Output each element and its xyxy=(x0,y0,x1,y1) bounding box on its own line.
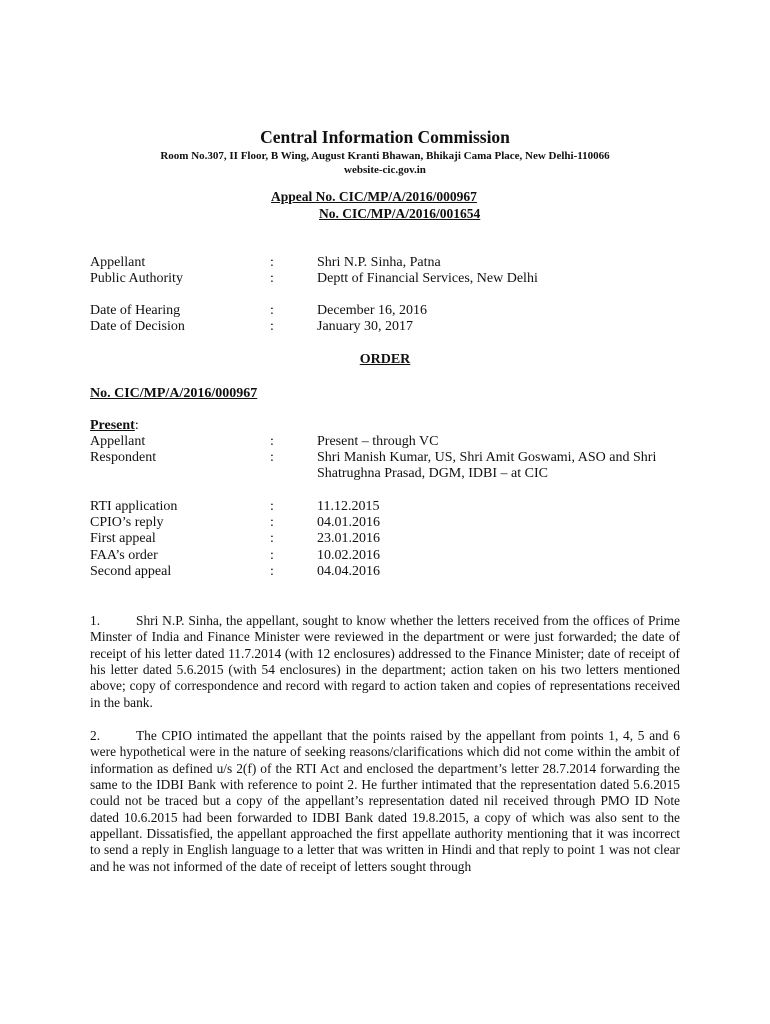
paragraph-1 xyxy=(90,613,680,711)
commission-address: Room No.307, II Floor, B Wing, August Kranti Bhawan, Bhikaji Cama Place, New Delhi-110066 xyxy=(160,150,610,162)
timeline-date: 23.01.2016 xyxy=(317,531,380,546)
separator: : xyxy=(270,564,274,579)
separator: : xyxy=(270,319,274,334)
date-value: December 16, 2016 xyxy=(317,303,428,318)
timeline-label: Second appeal xyxy=(90,564,172,579)
timeline-label: RTI application xyxy=(90,499,178,514)
commission-website: website-cic.gov.in xyxy=(344,164,426,176)
party-label: Appellant xyxy=(90,255,146,270)
party-value: Shri N.P. Sinha, Patna xyxy=(317,255,441,270)
timeline-date: 04.04.2016 xyxy=(317,564,380,579)
present-value: Shri Manish Kumar, US, Shri Amit Goswami, ASO and Shri Shatrughna Prasad, DGM, IDBI – at CIC xyxy=(317,450,657,482)
present-heading xyxy=(90,418,139,434)
separator: : xyxy=(270,450,274,465)
timeline-date: 10.02.2016 xyxy=(317,548,380,563)
present-suffix: : xyxy=(134,418,139,433)
paragraph-number: 1. xyxy=(90,613,101,628)
separator: : xyxy=(270,434,274,449)
date-label: Date of Decision xyxy=(90,319,185,334)
separator: : xyxy=(270,303,274,318)
separator: : xyxy=(270,515,274,530)
paragraph-2 xyxy=(90,728,680,875)
case-number: No. CIC/MP/A/2016/000967 xyxy=(90,386,258,401)
separator: : xyxy=(270,499,274,514)
present-label: Respondent xyxy=(90,450,157,465)
separator: : xyxy=(270,255,274,270)
timeline-date: 11.12.2015 xyxy=(317,499,380,514)
separator: : xyxy=(270,271,274,286)
present-label: Appellant xyxy=(90,434,146,449)
date-label: Date of Hearing xyxy=(90,303,181,318)
timeline-label: CPIO’s reply xyxy=(90,515,164,530)
present-value: Present – through VC xyxy=(317,434,439,449)
appeal-number-second: No. CIC/MP/A/2016/001654 xyxy=(319,206,481,221)
timeline-label: FAA’s order xyxy=(90,548,158,563)
paragraph-text: The CPIO intimated the appellant that the points raised by the appellant from points 1, 4, 5 and 6 were hypothetical were in the nature of seeking reasons/clarifications which did not come within the ambit of information as defined u/s 2(f) of the RTI Act and enclosed the department’s letter 28.7.2014 forwarding the same to the IDBI Bank with reference to point 2. He further intimated that the representation dated 5.6.2015 could not be traced but a copy of the appellant’s representation dated nil received through PMO ID Note dated 10.6.2015 had been forwarded to IDBI Bank dated 19.8.2015, a copy of which was also sent to the appellant. Dissatisfied, the appellant approached the first appellate authority mentioning that it was incorrect to send a reply in English language to a letter that was written in Hindi and that reply to point 1 was not clear and he was not informed of the date of receipt of letters sought through xyxy=(90,728,680,874)
party-label: Public Authority xyxy=(90,271,183,286)
separator: : xyxy=(270,531,274,546)
timeline-date: 04.01.2016 xyxy=(317,515,380,530)
present-label: Present xyxy=(90,418,135,433)
order-heading: ORDER xyxy=(359,352,411,367)
date-value: January 30, 2017 xyxy=(317,319,414,334)
appeal-number: Appeal No. CIC/MP/A/2016/000967 xyxy=(271,189,477,204)
paragraph-number: 2. xyxy=(90,728,101,743)
commission-title: Central Information Commission xyxy=(260,127,510,147)
paragraph-text: Shri N.P. Sinha, the appellant, sought to know whether the letters received from the offices of Prime Minster of India and Finance Minister were reviewed in the department or were just forwarded; the date of receipt of his letter dated 11.7.2014 (with 12 enclosures) addressed to the Finance Minister; date of receipt of his letter dated 5.6.2015 (with 54 enclosures) in the department; action taken on his two letters mentioned above; copy of correspondence and record with regard to action taken and copies of representations received in the bank. xyxy=(90,613,680,710)
separator: : xyxy=(270,548,274,563)
timeline-label: First appeal xyxy=(90,531,156,546)
party-value: Deptt of Financial Services, New Delhi xyxy=(317,271,538,286)
